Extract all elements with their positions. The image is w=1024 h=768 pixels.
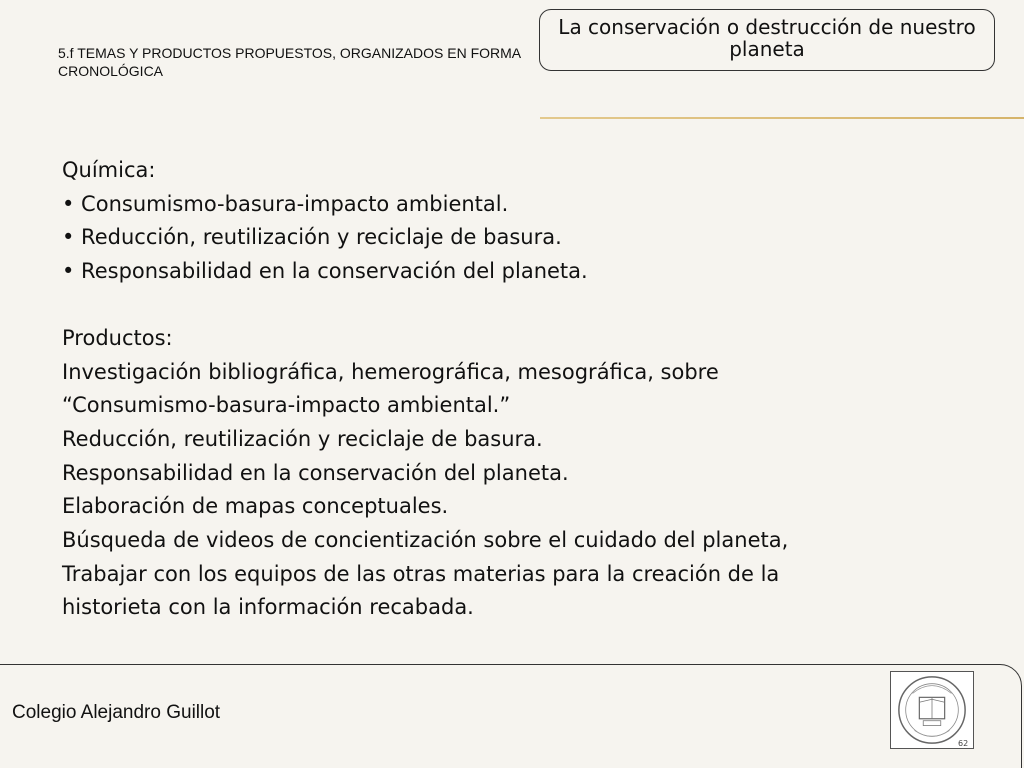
title-box [539, 9, 995, 71]
title-divider [540, 117, 1024, 119]
section-note: 5.f TEMAS Y PRODUCTOS PROPUESTOS, ORGANIZADOS EN FORMA CRONOLÓGICA [58, 45, 521, 79]
school-name: Colegio Alejandro Guillot [12, 702, 221, 723]
slide-content [62, 154, 962, 625]
productos-heading: Productos: [62, 325, 173, 350]
slide-title-line-1: La conservación o destrucción de nuestro [558, 15, 976, 39]
productos-line: Reducción, reutilización y reciclaje de basura. [62, 426, 543, 451]
quimica-heading: Química: [62, 158, 156, 182]
productos-line: Búsqueda de videos de concientización sobre el cuidado del planeta, [62, 528, 789, 553]
slide-title-line-2: planeta [729, 37, 805, 61]
school-seal-icon [890, 671, 974, 749]
slide-title [540, 16, 994, 60]
productos-line: Trabajar con los equipos de las otras materias para la creación de la [62, 561, 780, 586]
quimica-item: • Reducción, reutilización y reciclaje de basura. [62, 225, 562, 250]
productos-line: Elaboración de mapas conceptuales. [62, 494, 449, 519]
spacer [62, 289, 962, 322]
productos-line: historieta con la información recabada. [62, 595, 474, 620]
school-seal-graphic [891, 672, 973, 748]
productos-line: “Consumismo-basura-impacto ambiental.” [62, 393, 511, 418]
productos-line: Investigación bibliográfica, hemerográfica, mesográfica, sobre [62, 359, 719, 384]
quimica-item: • Consumismo-basura-impacto ambiental. [62, 191, 509, 216]
productos-line: Responsabilidad en la conservación del planeta. [62, 460, 569, 485]
quimica-item: • Responsabilidad en la conservación del planeta. [62, 259, 588, 284]
page-number: 62 [958, 739, 969, 748]
